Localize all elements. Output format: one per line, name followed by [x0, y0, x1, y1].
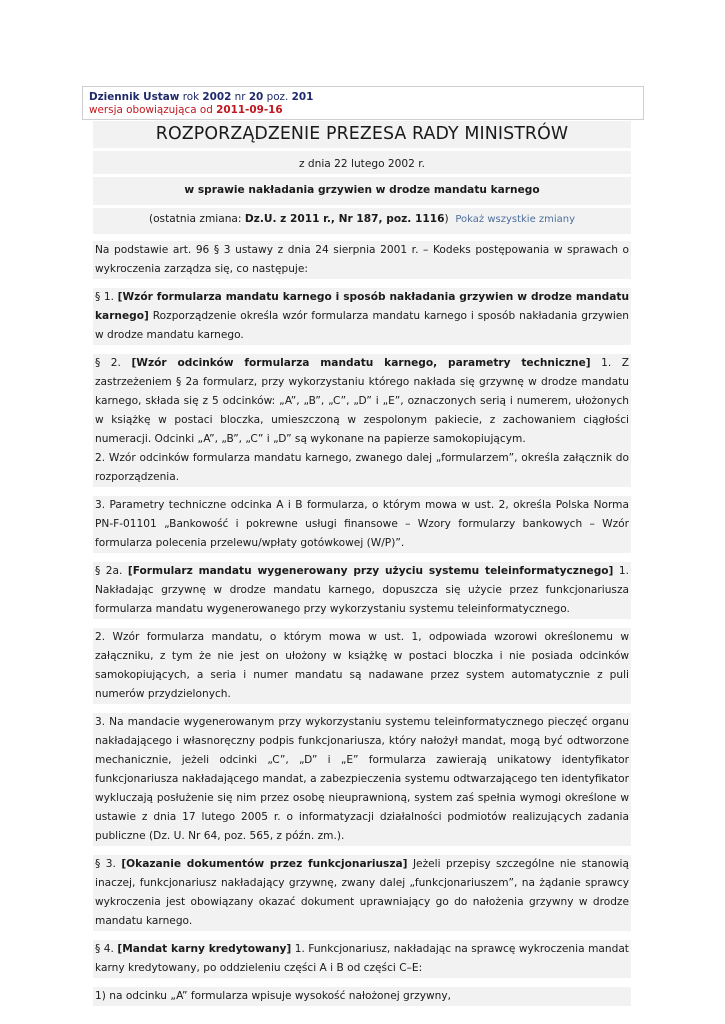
section-2-paragraph-3: 3. Parametry techniczne odcinka A i B formularza, o którym mowa w ust. 2, określa Polska Norma PN-F-01101 „Bankowość i pokrewne usługi finansowe – Wzory formularzy bankowych – Wzór formularza polecenia przelewu/wpłaty gotówkowej (W/P)”.: [93, 496, 631, 553]
last-change-prefix: (ostatnia zmiana:: [148, 213, 245, 225]
section-3-number: § 3.: [95, 858, 116, 870]
section-2: [93, 354, 631, 487]
section-3-heading: [Okazanie dokumentów przez funkcjonariusza]: [121, 858, 408, 870]
last-change-suffix: ): [444, 213, 449, 225]
version-label: wersja obowiązująca od: [89, 104, 213, 116]
journal-reference: [89, 91, 637, 104]
last-change-line: [93, 208, 631, 234]
journal-header: [82, 86, 644, 120]
section-3: [93, 855, 631, 931]
section-2a-heading: [Formularz mandatu wygenerowany przy użyciu systemu teleinformatycznego]: [127, 565, 614, 577]
journal-year: 2002: [202, 91, 232, 103]
section-2-number: § 2.: [95, 357, 121, 369]
section-4-item-1: 1) na odcinku „A” formularza wpisuje wysokość nałożonej grzywny,: [93, 987, 631, 1006]
show-all-changes-link[interactable]: Pokaż wszystkie zmiany: [455, 214, 576, 225]
section-4-heading: [Mandat karny kredytowany]: [117, 943, 292, 955]
journal-number: 20: [248, 91, 264, 103]
nr-label: nr: [234, 91, 246, 103]
version-date: 2011-09-16: [216, 104, 283, 116]
rok-label: rok: [182, 91, 200, 103]
document-title: ROZPORZĄDZENIE PREZESA RADY MINISTRÓW: [93, 121, 631, 148]
section-4-paragraph-1: 1. Funkcjonariusz, nakładając na sprawcę wykroczenia mandat karny kredytowany, po oddzieleniu części A i B od części C–E:: [95, 943, 629, 974]
document-subject: w sprawie nakładania grzywien w drodze mandatu karnego: [93, 177, 631, 205]
section-2a: [93, 562, 631, 619]
section-2-heading: [Wzór odcinków formularza mandatu karnego, parametry techniczne]: [131, 357, 591, 369]
section-4-number: § 4.: [95, 943, 114, 955]
preamble: Na podstawie art. 96 § 3 ustawy z dnia 24 sierpnia 2001 r. – Kodeks postępowania w sprawach o wykroczenia zarządza się, co następuje:: [93, 241, 631, 279]
section-1-number: § 1.: [95, 291, 115, 303]
document-date: z dnia 22 lutego 2002 r.: [93, 151, 631, 174]
last-change-reference: Dz.U. z 2011 r., Nr 187, poz. 1116: [244, 213, 445, 225]
section-2-paragraph-2: 2. Wzór odcinków formularza mandatu karnego, zwanego dalej „formularzem”, określa załącznik do rozporządzenia.: [95, 452, 629, 483]
section-2a-number: § 2a.: [95, 565, 123, 577]
section-4: [93, 940, 631, 978]
version-info: [89, 104, 637, 117]
section-1: [93, 288, 631, 345]
section-2a-paragraph-1: 1. Nakładając grzywnę w drodze mandatu karnego, dopuszcza się użycie przez funkcjonariusza formularza mandatu wygenerowanego przy wykorzystaniu systemu teleinformatycznego.: [95, 565, 629, 615]
journal-name: Dziennik Ustaw: [89, 91, 180, 103]
section-2a-paragraph-3: 3. Na mandacie wygenerowanym przy wykorzystaniu systemu teleinformatycznego pieczęć organu nakładającego i własnoręczny podpis funkcjonariusza, który nałożył mandat, mogą być odtworzone mechanicznie, jeżeli odcinki „C”, „D” i „E” formularza zawierają unikatowy identyfikator funkcjonariusza nakładającego mandat, a zabezpieczenia systemu odtwarzającego ten identyfikator wykluczają posłużenie się nim przez osobę nieuprawnioną, system zaś spełnia wymogi określone w ustawie z dnia 17 lutego 2005 r. o informatyzacji działalności podmiotów realizujących zadania publiczne (Dz. U. Nr 64, poz. 565, z późn. zm.).: [93, 713, 631, 846]
section-2a-paragraph-2: 2. Wzór formularza mandatu, o którym mowa w ust. 1, odpowiada wzorowi określonemu w załączniku, z tym że nie jest on ułożony w książkę w postaci bloczka i nie posiada odcinków samokopiujących, a seria i numer mandatu są nadawane przez system automatycznie z puli numerów przydzielonych.: [93, 628, 631, 704]
section-2-paragraph-1: 1. Z zastrzeżeniem § 2a formularz, przy wykorzystaniu którego nakłada się grzywnę w drodze mandatu karnego, składa się z 5 odcinków: „A”, „B”, „C”, „D” i „E”, oznaczonych serią i numerem, ułożonych w książkę w postaci bloczka, umieszczoną w zespolonym pakiecie, z zachowaniem ciągłości numeracji. Odcinki „A”, „B”, „C” i „D” są wykonane na papierze samokopiującym.: [95, 357, 630, 445]
section-3-text: Jeżeli przepisy szczególne nie stanowią inaczej, funkcjonariusz nakładający grzywnę, zwany dalej „funkcjonariuszem”, na żądanie sprawcy wykroczenia jest obowiązany okazać dokument uprawniający go do nałożenia grzywny w drodze mandatu karnego.: [95, 858, 629, 927]
document-body: [93, 121, 631, 1015]
journal-position: 201: [291, 91, 314, 103]
section-1-heading: [Wzór formularza mandatu karnego i sposób nakładania grzywien w drodze mandatu karnego]: [95, 291, 629, 322]
poz-label: poz.: [266, 91, 289, 103]
section-1-text: Rozporządzenie określa wzór formularza mandatu karnego i sposób nakładania grzywien w drodze mandatu karnego.: [95, 310, 629, 341]
